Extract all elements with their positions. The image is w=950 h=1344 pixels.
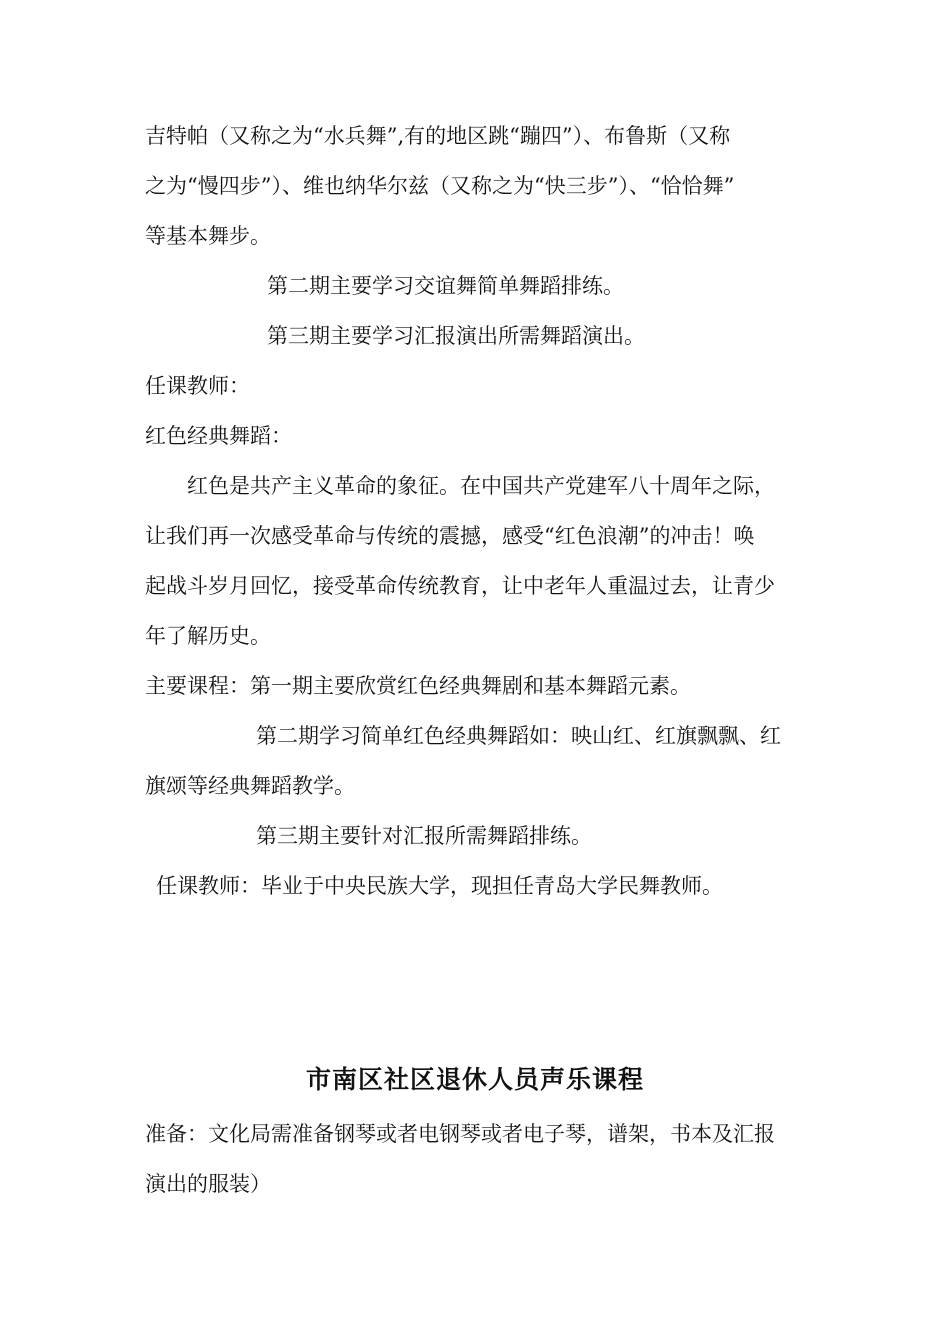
paragraph-line: 第三期主要学习汇报演出所需舞蹈演出。 — [267, 324, 645, 348]
course-line: 第二期学习简单红色经典舞蹈如：映山红、红旗飘飘、红 — [256, 724, 781, 748]
paragraph-line: 等基本舞步。 — [145, 224, 271, 248]
course-line: 旗颂等经典舞蹈教学。 — [145, 774, 355, 798]
prep-line: 演出的服装） — [145, 1172, 271, 1196]
course-line: 主要课程：第一期主要欣赏红色经典舞剧和基本舞蹈元素。 — [145, 674, 691, 698]
paragraph-line: 之为“慢四步”）、维也纳华尔兹（又称之为“快三步”）、“恰恰舞” — [145, 174, 735, 198]
course-line: 第三期主要针对汇报所需舞蹈排练。 — [256, 824, 592, 848]
paragraph-line: 红色是共产主义革命的象征。在中国共产党建军八十周年之际， — [187, 474, 775, 498]
paragraph-line: 第二期主要学习交谊舞简单舞蹈排练。 — [267, 274, 624, 298]
paragraph-line: 吉特帕（又称之为“水兵舞”,有的地区跳“蹦四”）、布鲁斯（又称 — [145, 124, 731, 148]
section-heading: 红色经典舞蹈： — [145, 424, 292, 448]
paragraph-line: 年了解历史。 — [145, 624, 271, 648]
paragraph-line: 让我们再一次感受革命与传统的震撼，感受“红色浪潮”的冲击！唤 — [145, 524, 755, 548]
teacher-line: 任课教师：毕业于中央民族大学，现担任青岛大学民舞教师。 — [156, 874, 723, 898]
prep-line: 准备：文化局需准备钢琴或者电钢琴或者电子琴，谱架，书本及汇报 — [145, 1122, 775, 1146]
paragraph-line: 起战斗岁月回忆，接受革命传统教育，让中老年人重温过去，让青少 — [145, 574, 775, 598]
teacher-label: 任课教师： — [145, 374, 250, 398]
section-title: 市南区社区退休人员声乐课程 — [305, 1065, 644, 1094]
